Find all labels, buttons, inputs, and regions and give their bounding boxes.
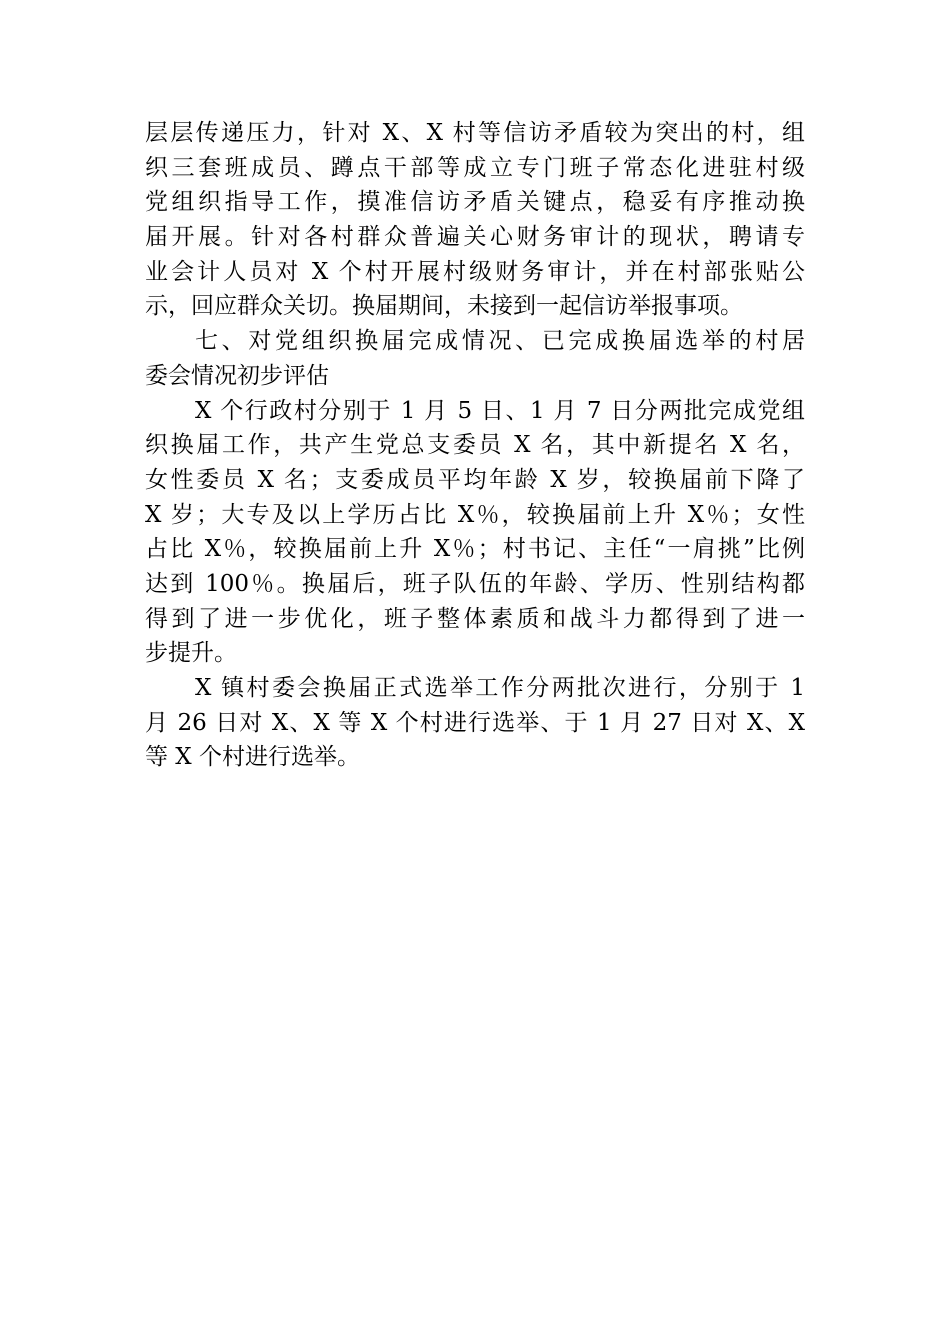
paragraph-line: 女性委员 X 名；支委成员平均年龄 X 岁，较换届前下降了 — [145, 466, 805, 493]
paragraph-line: 占比 X％，较换届前上升 X％；村书记、主任“一肩挑”比例 — [145, 536, 805, 563]
paragraph-line: 织三套班成员、蹲点干部等成立专门班子常态化进驻村级 — [145, 154, 805, 181]
document-body — [145, 116, 805, 775]
paragraph-line: 得到了进一步优化，班子整体素质和战斗力都得到了进一 — [145, 605, 805, 632]
paragraph-line: 党组织指导工作，摸准信访矛盾关键点，稳妥有序推动换 — [145, 189, 805, 216]
paragraph-line: 层层传递压力，针对 X、X 村等信访矛盾较为突出的村，组 — [145, 120, 805, 146]
paragraph-line: 等 X 个村进行选举。 — [145, 744, 360, 771]
paragraph-line: X 岁；大专及以上学历占比 X％，较换届前上升 X％；女性 — [145, 501, 805, 528]
paragraph-line: X 镇村委会换届正式选举工作分两批次进行，分别于 1 — [195, 675, 805, 701]
section-heading-seven — [145, 324, 805, 393]
paragraph-line: 业会计人员对 X 个村开展村级财务审计，并在村部张贴公 — [145, 258, 805, 285]
paragraph-party-election-results — [145, 394, 805, 672]
heading-line: 七、对党组织换届完成情况、已完成换届选举的村居 — [195, 328, 805, 355]
paragraph-line: 步提升。 — [145, 640, 237, 667]
paragraph-line: X 个行政村分别于 1 月 5 日、1 月 7 日分两批完成党组 — [195, 397, 805, 424]
paragraph-line: 织换届工作，共产生党总支委员 X 名，其中新提名 X 名， — [145, 432, 805, 459]
paragraph-line: 达到 100％。换届后，班子队伍的年龄、学历、性别结构都 — [145, 570, 805, 597]
paragraph-line: 届开展。针对各村群众普遍关心财务审计的现状，聘请专 — [145, 224, 805, 251]
paragraph-line: 月 26 日对 X、X 等 X 个村进行选举、于 1 月 27 日对 X、X — [145, 709, 805, 736]
paragraph-line: 示，回应群众关切。换届期间，未接到一起信访举报事项。 — [145, 293, 743, 320]
heading-line: 委会情况初步评估 — [145, 362, 329, 389]
paragraph-petition-work — [145, 116, 805, 324]
paragraph-village-committee-election — [145, 671, 805, 775]
